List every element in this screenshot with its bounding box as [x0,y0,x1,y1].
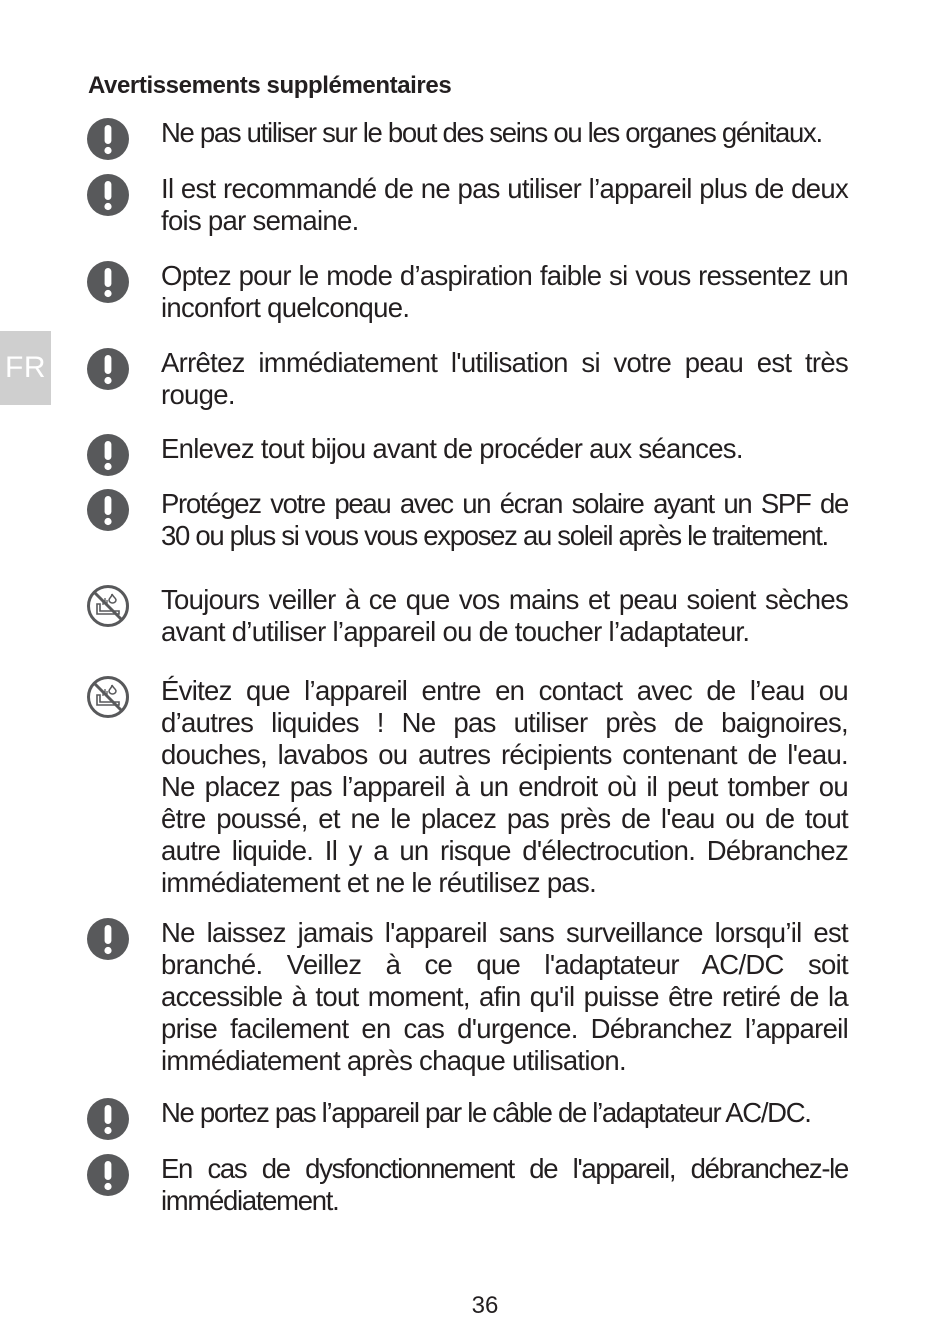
warning-text: Enlevez tout bijou avant de procéder aux séances. [161,433,743,464]
warning-text: Ne portez pas l’appareil par le câble de l’adaptateur AC/DC. [161,1097,811,1128]
no-water-icon [86,584,130,628]
warning-text: En cas de dysfonctionnement de l'appareil, débranchez-le immédiatement. [161,1153,848,1216]
warning-text: Optez pour le mode d’aspiration faible si vous ressentez un inconfort quelconque. [161,260,848,323]
warning-item [86,433,848,477]
language-tab-label: FR [5,351,46,384]
exclamation-icon [86,347,130,391]
section-title: Avertissements supplémentaires [88,72,452,99]
warning-item [86,1153,848,1217]
warning-item [86,347,848,411]
exclamation-icon [86,1097,130,1141]
warning-text: Ne laissez jamais l'appareil sans surveillance lorsqu’il est branché. Veillez à ce que l'adaptateur AC/DC soit accessible à tout moment, afin qu'il puisse être retiré de la prise facilement en cas d'urgence. Débranchez l’appareil immédiatement après chaque utilisation. [161,917,848,1076]
page-number: 36 [471,1292,499,1319]
exclamation-icon [86,488,130,532]
warning-item [86,117,848,161]
warning-text: Ne pas utiliser sur le bout des seins ou les organes génitaux. [161,117,822,148]
warning-item [86,917,848,1077]
language-tab [0,331,51,405]
warning-item [86,260,848,324]
warning-item [86,488,848,552]
exclamation-icon [86,173,130,217]
warning-item [86,675,848,899]
exclamation-icon [86,260,130,304]
warning-text: Il est recommandé de ne pas utiliser l’appareil plus de deux fois par semaine. [161,173,848,236]
no-water-icon [86,675,130,719]
warning-text: Protégez votre peau avec un écran solaire ayant un SPF de 30 ou plus si vous vous exposez au soleil après le traitement. [161,488,848,551]
exclamation-icon [86,433,130,477]
exclamation-icon [86,1153,130,1197]
warning-text: Toujours veiller à ce que vos mains et peau soient sèches avant d’utiliser l’appareil ou de toucher l’adaptateur. [161,584,848,647]
warning-text: Évitez que l’appareil entre en contact avec de l’eau ou d’autres liquides ! Ne pas utiliser près de baignoires, douches, lavabos ou autres récipients contenant de l'eau. Ne placez pas l’appareil à un endroit où il peut tomber ou être poussé, et ne le placez pas près de l'eau ou de tout autre liquide. Il y a un risque d'électrocution. Débranchez immédiatement et ne le réutilisez pas. [161,675,848,898]
exclamation-icon [86,117,130,161]
warning-item [86,173,848,237]
exclamation-icon [86,917,130,961]
warning-item [86,1097,848,1141]
warning-text: Arrêtez immédiatement l'utilisation si votre peau est très rouge. [161,347,848,410]
warning-item [86,584,848,648]
